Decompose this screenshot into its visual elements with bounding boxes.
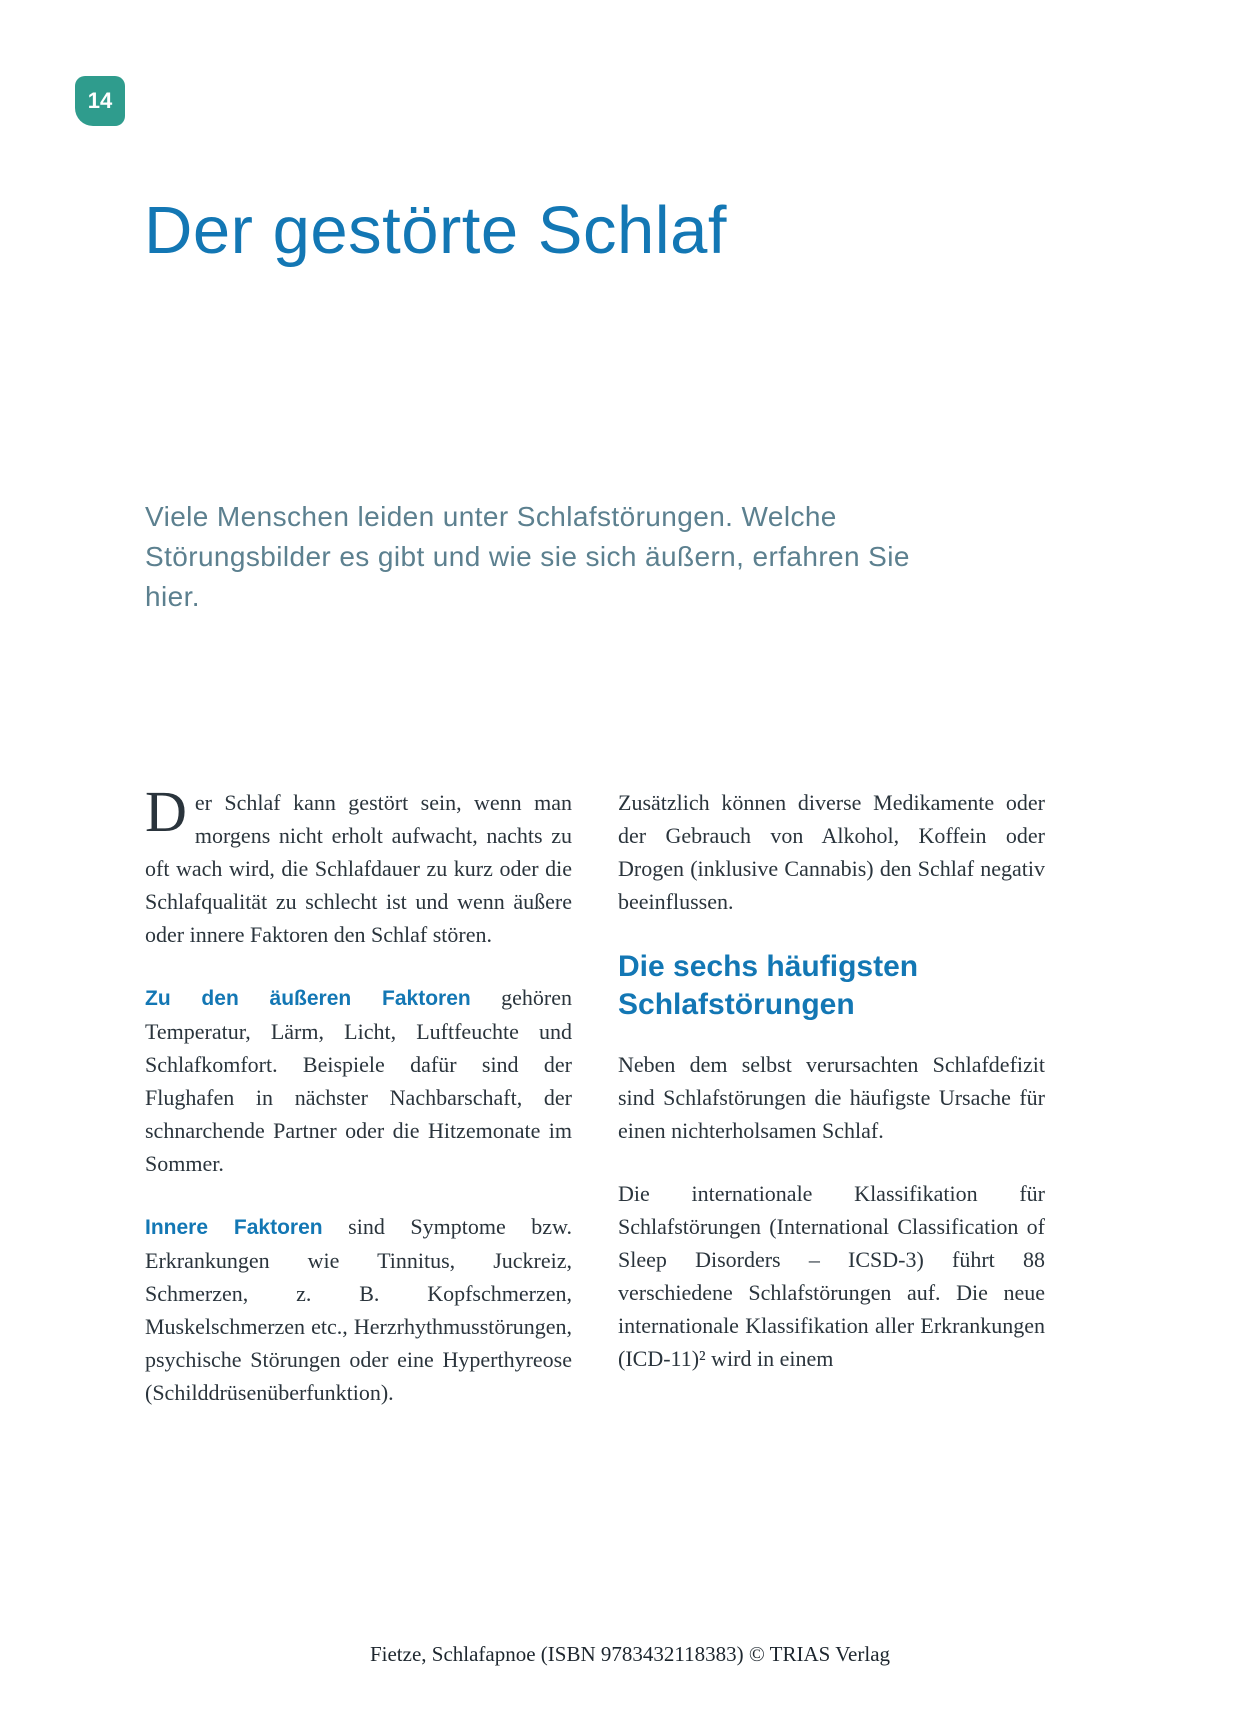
page-number: 14 — [87, 88, 113, 113]
intro-text: Viele Menschen leiden unter Schlafstörungen. Welche Störungsbilder es gibt und wie sie sich äußern, erfahren Sie hier. — [145, 501, 910, 612]
section-heading: Die sechs häufigsten Schlafstörungen — [618, 950, 919, 1021]
paragraph-opening — [145, 779, 572, 951]
footer-imprint: Fietze, Schlafapnoe (ISBN 9783432118383) © TRIAS Verlag — [369, 1642, 891, 1666]
page-number-badge — [75, 76, 125, 126]
paragraph-inner-factors-text: sind Symptome bzw. Erkrankungen wie Tinnitus, Juckreiz, Schmerzen, z. B. Kopfschmerzen, Muskelschmerzen etc., Herzrhythmusstörungen, psychische Störungen oder eine Hyperthyreose (Schilddrüsenüberfunktion). — [145, 1214, 573, 1405]
body-columns — [145, 779, 1045, 1409]
lead-outer-factors: Zu den äußeren Faktoren — [145, 987, 471, 1010]
paragraph-outer-factors-text: gehören Temperatur, Lärm, Licht, Luftfeuchte und Schlafkomfort. Beispiele dafür sind der Flughafen in nächster Nachbarschaft, der schnarchende Partner oder die Hitzemonate im Sommer. — [145, 985, 572, 1176]
paragraph-medication: Zusätzlich können diverse Medikamente oder der Gebrauch von Alkohol, Koffein oder Drogen (inklusive Cannabis) den Schlaf negativ beeinflussen. — [618, 790, 1045, 914]
drop-cap: D — [145, 779, 187, 844]
paragraph-sleep-deficit: Neben dem selbst verursachten Schlafdefizit sind Schlafstörungen die häufigste Ursache für einen nichterholsamen Schlaf. — [618, 1052, 1045, 1143]
paragraph-inner-factors — [145, 1210, 572, 1409]
paragraph-classification: Die internationale Klassifikation für Schlafstörungen (International Classification of Sleep Disorders – ICSD-3) führt 88 verschiedene Schlafstörungen auf. Die neue internationale Klassifikation aller Erkrankungen (ICD-11)² wird in einem — [618, 1181, 1045, 1371]
chapter-title: Der gestörte Schlaf — [144, 193, 727, 268]
left-column — [145, 779, 573, 1409]
lead-inner-factors: Innere Faktoren — [145, 1216, 323, 1239]
right-column — [618, 786, 1045, 1409]
paragraph-opening-text: er Schlaf kann gestört sein, wenn man morgens nicht erholt aufwacht, nachts zu oft wach wird, die Schlafdauer zu kurz oder die Schlafqualität zu schlecht ist und wenn äußere oder innere Faktoren den Schlaf stören. — [145, 790, 572, 947]
paragraph-outer-factors — [145, 981, 572, 1180]
